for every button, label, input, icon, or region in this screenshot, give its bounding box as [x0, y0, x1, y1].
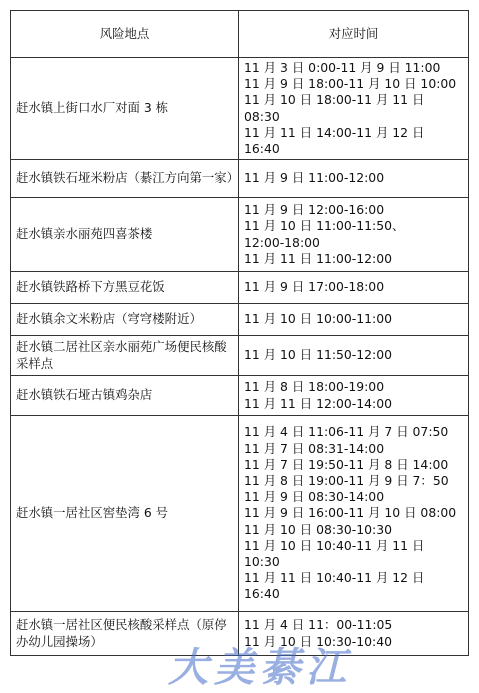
time-range-line: 11 月 7 日 08:31-14:00	[244, 440, 385, 456]
time-range-line: 11 月 9 日 17:00-18:00	[244, 279, 385, 295]
time-range-line: 11 月 10 日 10:40-11 月 11 日	[244, 537, 425, 553]
risk-time-cell	[239, 160, 469, 198]
time-range-line: 11 月 9 日 18:00-11 月 10 日 10:00	[244, 76, 457, 92]
column-header-time: 对应时间	[239, 11, 469, 58]
table-row	[11, 160, 469, 198]
risk-time-cell	[239, 304, 469, 336]
risk-time-cell	[239, 376, 469, 416]
risk-place-cell: 赶水镇铁路桥下方黑豆花饭	[11, 272, 239, 304]
table-row	[11, 376, 469, 416]
time-range-line: 11 月 9 日 12:00-16:00	[244, 202, 385, 218]
risk-place-cell: 赶水镇铁石垭古镇鸡杂店	[11, 376, 239, 416]
time-range-line: 11 月 10 日 10:30-10:40	[244, 633, 392, 649]
table-body	[11, 58, 469, 656]
time-range-line: 11 月 11 日 10:40-11 月 12 日	[244, 570, 425, 586]
risk-time-cell	[239, 272, 469, 304]
time-range-line: 11 月 4 日 11：00-11:05	[244, 617, 393, 633]
table-row	[11, 304, 469, 336]
time-range-line: 08:30	[244, 108, 280, 124]
table-row	[11, 58, 469, 160]
time-range-line: 16:40	[244, 586, 280, 602]
watermark-logo: 大美綦江	[168, 644, 352, 691]
risk-time-cell	[239, 336, 469, 376]
risk-place-cell: 赶水镇二居社区亲水丽苑广场便民核酸采样点	[11, 336, 239, 376]
time-range-line: 11 月 10 日 10:00-11:00	[244, 311, 392, 327]
header-row	[11, 11, 469, 58]
time-range-line: 16:40	[244, 140, 280, 156]
risk-time-cell	[239, 198, 469, 272]
table-header	[11, 11, 469, 58]
time-range-line: 11 月 8 日 19:00-11 月 9 日 7：50	[244, 472, 449, 488]
risk-time-cell	[239, 58, 469, 160]
time-range-line: 11 月 9 日 11:00-12:00	[244, 170, 385, 186]
table-row	[11, 612, 469, 656]
time-range-line: 11 月 7 日 19:50-11 月 8 日 14:00	[244, 456, 449, 472]
table-row	[11, 416, 469, 612]
risk-time-cell	[239, 416, 469, 612]
risk-place-cell: 赶水镇余文米粉店（穹穹楼附近）	[11, 304, 239, 336]
time-range-line: 11 月 9 日 08:30-14:00	[244, 489, 385, 505]
risk-place-cell: 赶水镇亲水丽苑四喜茶楼	[11, 198, 239, 272]
time-range-line: 11 月 8 日 18:00-19:00	[244, 379, 385, 395]
time-range-line: 11 月 10 日 08:30-10:30	[244, 521, 392, 537]
time-range-line: 11 月 9 日 16:00-11 月 10 日 08:00	[244, 505, 457, 521]
time-range-line: 11 月 3 日 0:00-11 月 9 日 11:00	[244, 59, 441, 75]
time-range-line: 11 月 10 日 11:50-12:00	[244, 347, 392, 363]
table-row	[11, 272, 469, 304]
table-row	[11, 198, 469, 272]
risk-time-cell	[239, 612, 469, 656]
risk-place-cell: 赶水镇铁石垭米粉店（綦江方向第一家）	[11, 160, 239, 198]
time-range-line: 11 月 11 日 11:00-12:00	[244, 250, 392, 266]
risk-place-cell: 赶水镇上街口水厂对面 3 栋	[11, 58, 239, 160]
table-row	[11, 336, 469, 376]
time-range-line: 11 月 10 日 11:00-11:50、	[244, 218, 405, 234]
time-range-line: 11 月 10 日 18:00-11 月 11 日	[244, 92, 425, 108]
risk-place-cell: 赶水镇一居社区窖垫湾 6 号	[11, 416, 239, 612]
time-range-line: 12:00-18:00	[244, 234, 320, 250]
time-range-line: 11 月 11 日 14:00-11 月 12 日	[244, 124, 425, 140]
time-range-line: 11 月 4 日 11:06-11 月 7 日 07:50	[244, 424, 449, 440]
time-range-line: 10:30	[244, 554, 280, 569]
column-header-place: 风险地点	[11, 11, 239, 58]
risk-location-table	[10, 10, 469, 656]
risk-place-cell: 赶水镇一居社区便民核酸采样点（原停办幼儿园操场）	[11, 612, 239, 656]
time-range-line: 11 月 11 日 12:00-14:00	[244, 395, 392, 411]
